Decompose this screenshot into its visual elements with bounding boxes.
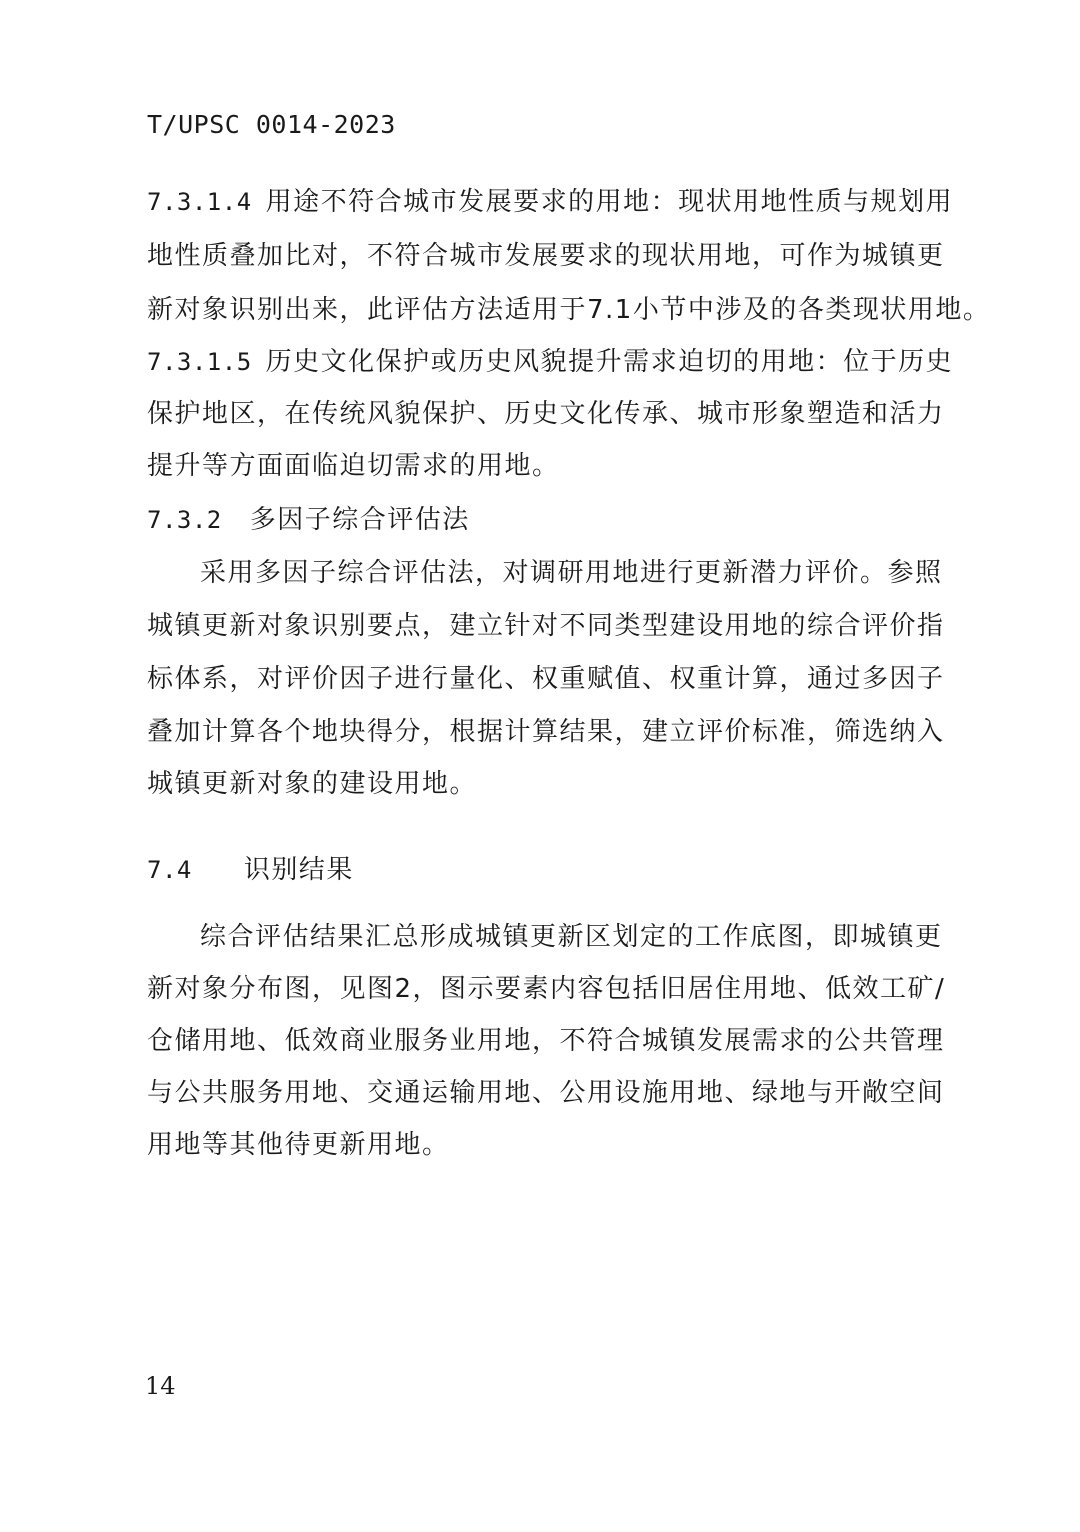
section-7-3-2-para-line-4: 叠加计算各个地块得分，根据计算结果，建立评价标准，筛选纳入 bbox=[147, 717, 945, 747]
section-7-3-2-para-line-1: 采用多因子综合评估法，对调研用地进行更新潜力评价。参照 bbox=[200, 558, 943, 588]
section-7-3-2-para-line-3: 标体系，对评价因子进行量化、权重赋值、权重计算，通过多因子 bbox=[147, 664, 945, 694]
section-7-4-para-line-2: 新对象分布图，见图2，图示要素内容包括旧居住用地、低效工矿/ bbox=[147, 974, 946, 1004]
section-7-4-heading bbox=[147, 850, 354, 890]
clause-7-3-1-5-line-1 bbox=[147, 342, 953, 382]
section-7-4-para-line-1: 综合评估结果汇总形成城镇更新区划定的工作底图，即城镇更 bbox=[200, 922, 943, 952]
section-7-4-para-line-4: 与公共服务用地、交通运输用地、公用设施用地、绿地与开敞空间 bbox=[147, 1078, 945, 1108]
section-7-3-2-heading bbox=[147, 500, 470, 540]
clause-text: 用途不符合城市发展要求的用地：现状用地性质与规划用 bbox=[265, 187, 954, 217]
section-7-3-2-para-line-2: 城镇更新对象识别要点，建立针对不同类型建设用地的综合评价指 bbox=[147, 611, 945, 641]
section-7-4-para-line-5: 用地等其他待更新用地。 bbox=[147, 1130, 450, 1160]
section-number: 7.4 bbox=[147, 856, 192, 884]
clause-number: 7.3.1.5 bbox=[147, 348, 252, 376]
section-7-3-2-para-line-5: 城镇更新对象的建设用地。 bbox=[147, 769, 478, 799]
section-title: 多因子综合评估法 bbox=[249, 505, 470, 535]
clause-text: 历史文化保护或历史风貌提升需求迫切的用地：位于历史 bbox=[265, 347, 954, 377]
section-number: 7.3.2 bbox=[147, 506, 222, 534]
section-7-4-para-line-3: 仓储用地、低效商业服务业用地，不符合城镇发展需求的公共管理 bbox=[147, 1026, 945, 1056]
section-title: 识别结果 bbox=[243, 855, 354, 885]
clause-7-3-1-4-line-2: 地性质叠加比对，不符合城市发展要求的现状用地，可作为城镇更 bbox=[147, 241, 945, 271]
clause-number: 7.3.1.4 bbox=[147, 188, 252, 216]
page-number: 14 bbox=[145, 1372, 176, 1400]
document-code-header: T/UPSC 0014-2023 bbox=[147, 110, 396, 139]
clause-7-3-1-4-line-1 bbox=[147, 182, 953, 222]
clause-7-3-1-4-line-3: 新对象识别出来，此评估方法适用于7.1小节中涉及的各类现状用地。 bbox=[147, 295, 991, 325]
clause-7-3-1-5-line-3: 提升等方面面临迫切需求的用地。 bbox=[147, 451, 560, 481]
clause-7-3-1-5-line-2: 保护地区，在传统风貌保护、历史文化传承、城市形象塑造和活力 bbox=[147, 399, 945, 429]
